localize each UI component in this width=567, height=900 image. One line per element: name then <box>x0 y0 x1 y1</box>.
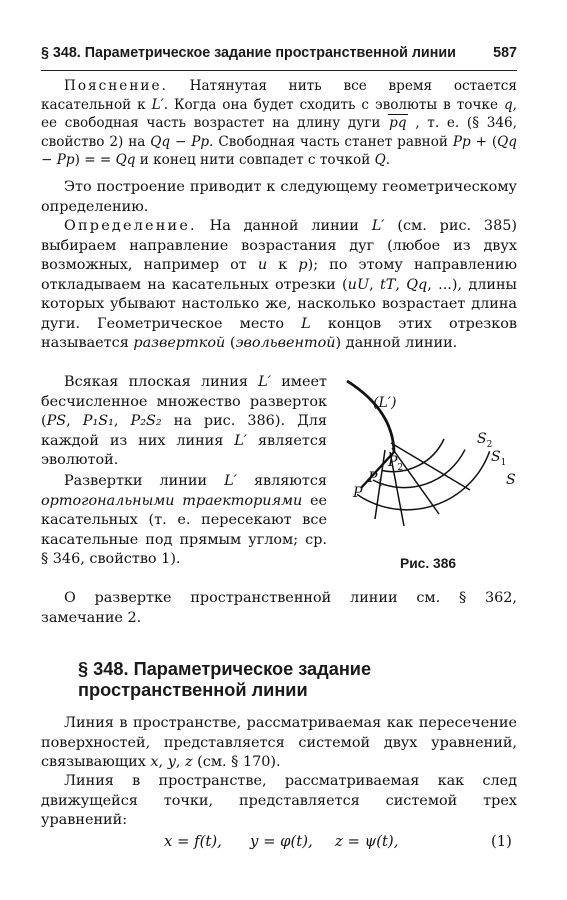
explanation-lead: Пояснение. <box>64 78 168 94</box>
definition-lead: Определение. <box>64 218 197 234</box>
math-L-prime: L′ <box>224 473 237 489</box>
text-run: . Свободная часть станет равной <box>209 133 453 150</box>
math-uU: uU <box>347 276 370 293</box>
math-L: L <box>301 315 311 332</box>
math-P1S1: P₁S₁ <box>82 413 114 429</box>
text-run: . Когда она будет сходить с эволюты в точке <box>163 96 504 113</box>
math-z: z <box>185 754 193 770</box>
paragraph-definition <box>41 217 517 354</box>
math-Pp: Pp <box>452 133 471 150</box>
text-run: ) данной линии. <box>335 335 458 351</box>
math-L-prime: L′ <box>258 374 271 390</box>
math-PS: PS <box>46 413 67 429</box>
text-run: (см. рис. 385) выбираем направление возрастания дуг (любое из двух возможных, например от <box>41 218 518 273</box>
term-evolventa: эвольвентой <box>235 335 336 351</box>
math-Qq: Qq <box>406 276 428 293</box>
text-run: Развертки линии <box>64 473 225 489</box>
section-heading-line2: пространственной линии <box>78 680 308 700</box>
text-run: + ( <box>470 133 498 150</box>
text-run: и конец нити совпадет с точкой <box>135 152 375 168</box>
text-run: , ...), длины которых убывают настолько же, насколько возрастает длина дуги. Геометрическое место <box>41 276 518 332</box>
math-arc-pq: pq <box>389 115 407 131</box>
text-run: , т. е. (§ 346, свойство 2) на <box>41 115 517 150</box>
text-run: Линия в пространстве, рассматриваемая как пересечение поверхностей, представляется системой двух уравнений, связывающих <box>41 715 517 770</box>
label-S1: $S_1$ <box>491 449 507 468</box>
math-p: p <box>298 257 308 273</box>
math-Pp: Pp <box>56 152 75 168</box>
text-run: ) = = <box>74 152 116 168</box>
paragraph-intersection <box>41 714 517 773</box>
involute-P1S1 <box>373 450 465 488</box>
paragraph-explanation <box>41 77 517 170</box>
text-run: являются <box>236 473 327 489</box>
text-run: Всякая плоская линия <box>64 374 259 390</box>
text-run: , <box>175 754 185 770</box>
math-Qq: Qq <box>115 152 136 168</box>
evolute-L-prime <box>347 381 397 452</box>
math-L-prime: L′ <box>371 218 385 234</box>
text-run: ( <box>225 335 236 351</box>
text-run: , ее свободная часть возрастет на длину дуги <box>41 96 517 131</box>
text-run: Натянутая нить все время остается касательной к <box>41 78 517 113</box>
text-run: , <box>369 276 380 293</box>
paragraph-plane-line <box>41 373 327 471</box>
math-y: y <box>167 754 176 770</box>
text-run: имеет бесчисленное множество разверток ( <box>41 374 327 429</box>
label-S: S <box>506 472 516 488</box>
text-run: ); по этому направлению откладываем на касательных отрезки ( <box>41 257 517 293</box>
formula-y: y = φ(t), <box>250 833 313 850</box>
text-run: (см. § 170). <box>192 754 281 770</box>
text-run: к <box>267 257 299 273</box>
math-u: u <box>257 257 268 273</box>
label-P1: $P_1$ <box>368 470 384 489</box>
term-razvertka: разверткой <box>133 335 226 351</box>
section-heading-line1: § 348. Параметрическое задание <box>78 659 372 679</box>
label-S2: $S_2$ <box>477 431 493 450</box>
running-header <box>41 44 517 71</box>
formula-x: x = f(t), <box>164 833 222 850</box>
text-run: , <box>66 413 83 429</box>
math-P2S2: P₂S₂ <box>130 413 162 429</box>
math-L-prime: L′ <box>234 432 248 449</box>
paragraph-see-also: О развертке пространственной линии см. § 362, замечание 2. <box>41 590 517 626</box>
text-run: На данной линии <box>196 218 372 234</box>
paragraph-construction: Это построение приводит к следующему геометрическому определению. <box>41 179 517 215</box>
math-Qq: Qq <box>497 133 517 150</box>
figure-386 <box>335 380 525 555</box>
page-number: 587 <box>493 45 517 61</box>
math-q: q <box>503 96 513 113</box>
label-P: P <box>353 485 363 501</box>
math-x: x <box>150 754 159 770</box>
figure-caption: Рис. 386 <box>400 556 457 571</box>
text-run: , <box>113 413 131 429</box>
text-run: концов этих отрезков называется <box>41 315 517 351</box>
text-run: , <box>158 754 168 770</box>
text-run: является эволютой. <box>41 432 327 468</box>
paragraph-moving-point: Линия в пространстве, рассматриваемая как след движущейся точки, представляется системой трех уравнений: <box>41 773 517 828</box>
text-run: ее касательных (т. е. пересекают все касательные под прямым углом; ср. § 346, свойство 1). <box>41 492 328 567</box>
text-run: − <box>41 152 57 168</box>
math-Qq: Qq <box>150 133 171 150</box>
text-run: на рис. 386). Для каждой из них линия <box>41 413 327 449</box>
formula-z: z = ψ(t), <box>335 833 399 850</box>
math-L-prime: L′ <box>151 96 164 113</box>
text-run: , <box>395 276 407 293</box>
term-orthogonal-trajectories: ортогональными траекториями <box>41 492 303 509</box>
paragraph-orthogonal <box>41 472 327 570</box>
math-Pp: Pp <box>191 133 210 150</box>
math-Q: Q <box>374 152 386 168</box>
label-L-prime: (L′) <box>373 395 397 411</box>
header-title: § 348. Параметрическое задание пространственной линии <box>41 45 456 61</box>
formula-number: (1) <box>491 833 512 850</box>
text-run: . <box>385 152 391 168</box>
label-P2: $P_2$ <box>388 454 404 473</box>
math-tT: tT <box>379 276 396 293</box>
text-run: − <box>170 133 192 150</box>
